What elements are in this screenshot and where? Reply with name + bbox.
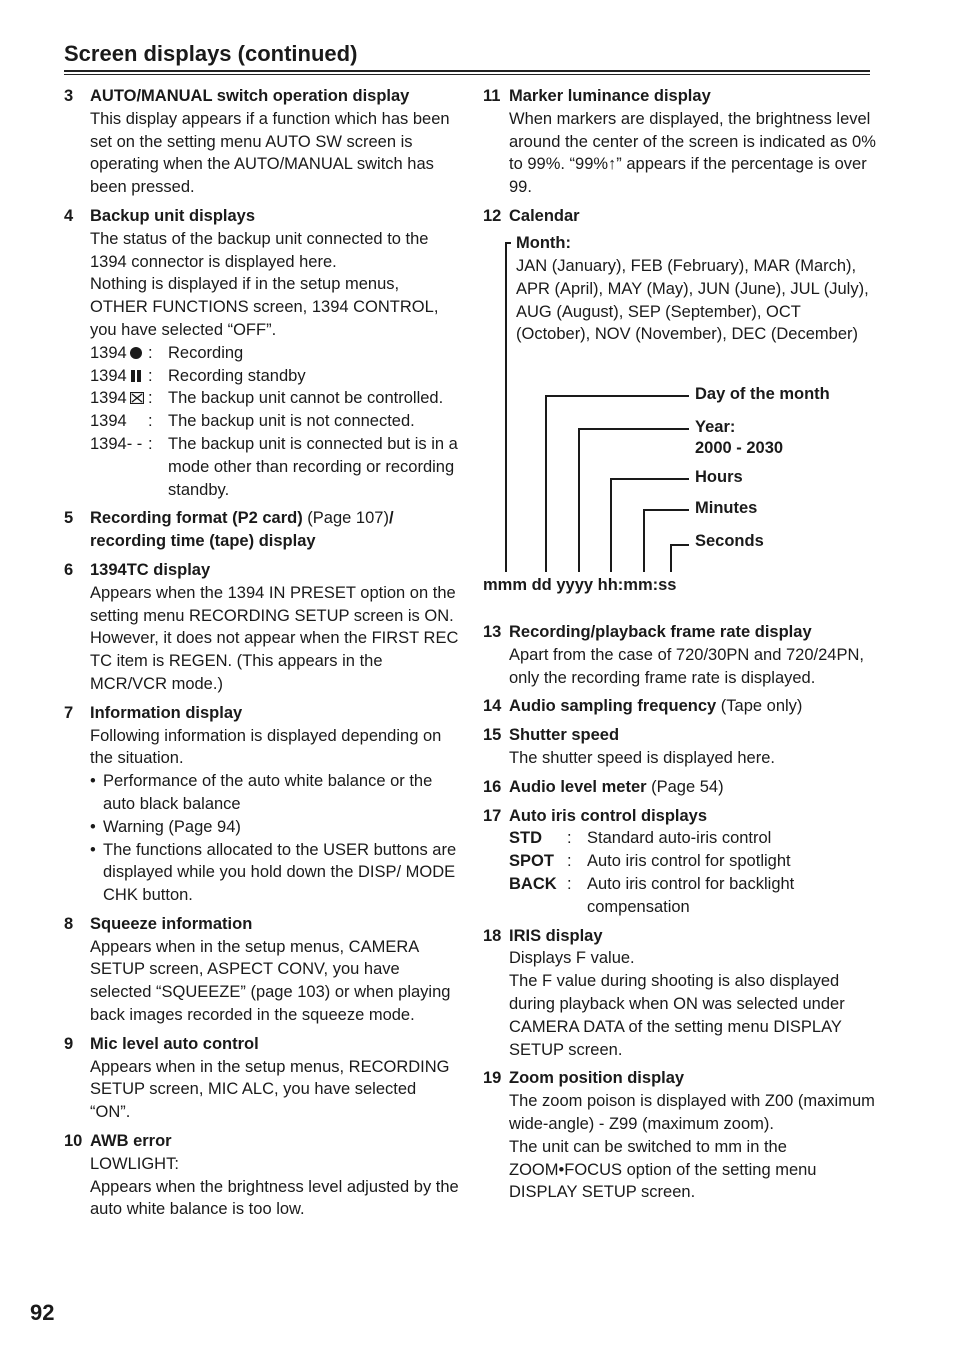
item-title: AUTO/MANUAL switch operation display bbox=[90, 87, 410, 105]
row-key: 1394 bbox=[90, 343, 127, 362]
pause-icon bbox=[130, 370, 142, 382]
item-11 bbox=[483, 85, 878, 199]
item-4 bbox=[64, 205, 459, 501]
row-value: The backup unit is connected but is in a mode other than recording or recording standby. bbox=[168, 434, 458, 499]
title-rule bbox=[64, 70, 870, 72]
item-title: 1394TC display bbox=[90, 560, 211, 579]
item-note: (Tape only) bbox=[716, 697, 803, 716]
row-key: 1394 bbox=[90, 366, 127, 385]
item-18 bbox=[483, 925, 878, 1062]
backup-row-not-connected bbox=[90, 410, 459, 433]
item-body: Apart from the case of 720/30PN and 720/24PN, only the recording frame rate is displayed. bbox=[509, 645, 864, 687]
item-title: Calendar bbox=[509, 206, 580, 225]
row-value: Auto iris control for backlight compensation bbox=[587, 874, 795, 916]
row-sep: : bbox=[148, 389, 153, 408]
item-title: IRIS display bbox=[509, 926, 603, 945]
row-sep: : bbox=[567, 829, 572, 848]
item-number: 14 bbox=[483, 697, 502, 716]
item-title: Squeeze information bbox=[90, 914, 253, 933]
item-8 bbox=[64, 913, 459, 1027]
row-key: 1394 bbox=[90, 412, 127, 431]
item-10 bbox=[64, 1130, 459, 1221]
bullet-text: The functions allocated to the USER buttons are displayed while you hold down the DISP/ MODE CHK button. bbox=[103, 840, 457, 905]
item-number: 17 bbox=[483, 806, 502, 825]
item-title: Shutter speed bbox=[509, 726, 620, 745]
item-body: LOWLIGHT: bbox=[90, 1154, 179, 1173]
item-title: Auto iris control displays bbox=[509, 806, 708, 825]
item-number: 12 bbox=[483, 206, 502, 225]
iris-row-back bbox=[509, 873, 878, 919]
minutes-label: Minutes bbox=[695, 499, 758, 517]
seconds-label: Seconds bbox=[695, 532, 764, 550]
item-title: Backup unit displays bbox=[90, 206, 256, 225]
iris-row-spot bbox=[509, 850, 878, 873]
item-title-cont: / recording time (tape) display bbox=[90, 509, 394, 551]
list-item: • Performance of the auto white balance or the auto black balance bbox=[90, 770, 459, 816]
year-label: Year: bbox=[695, 418, 736, 436]
item-title: Recording/playback frame rate display bbox=[509, 623, 812, 641]
bullet-text: Performance of the auto white balance or the auto black balance bbox=[103, 772, 433, 813]
item-body: The shutter speed is displayed here. bbox=[509, 748, 775, 767]
item-7 bbox=[64, 702, 459, 907]
item-number: 8 bbox=[64, 914, 74, 933]
item-page-ref: (Page 54) bbox=[646, 777, 724, 796]
row-key: BACK bbox=[509, 874, 557, 893]
item-5 bbox=[64, 507, 459, 553]
row-value: The backup unit is not connected. bbox=[168, 412, 415, 431]
iris-row-std bbox=[509, 827, 878, 850]
row-key: STD bbox=[509, 829, 542, 848]
right-column bbox=[483, 85, 878, 234]
item-body: Displays F value. bbox=[509, 949, 635, 968]
item-16 bbox=[483, 776, 878, 799]
item-number: 15 bbox=[483, 726, 502, 745]
item-title: Mic level auto control bbox=[90, 1034, 259, 1053]
row-sep: : bbox=[567, 852, 572, 871]
backup-row-recording bbox=[90, 342, 459, 365]
row-sep: : bbox=[148, 343, 153, 362]
item-13 bbox=[483, 621, 878, 689]
backup-row-other-mode bbox=[90, 433, 459, 501]
item-title: Recording format (P2 card) bbox=[90, 509, 303, 528]
row-key: 1394 bbox=[90, 389, 127, 408]
record-circle-icon bbox=[130, 347, 142, 359]
year-range: 2000 - 2030 bbox=[695, 439, 784, 457]
row-value: Standard auto-iris control bbox=[587, 829, 772, 848]
item-15 bbox=[483, 724, 878, 770]
row-value: The backup unit cannot be controlled. bbox=[168, 389, 444, 408]
item-body: The unit can be switched to mm in the ZOOM•FOCUS option of the setting menu DISPLAY SETUP screen. bbox=[509, 1137, 817, 1202]
item-body: The zoom poison is displayed with Z00 (maximum wide-angle) - Z99 (maximum zoom). bbox=[509, 1092, 875, 1133]
item-title: Audio level meter bbox=[509, 777, 647, 796]
item-body: When markers are displayed, the brightness level around the center of the screen is indicated as 0% to 99%. “99%↑” appears if the percentage is over 99. bbox=[509, 109, 876, 197]
backup-row-standby bbox=[90, 365, 459, 388]
item-body: Following information is displayed depending on the situation. bbox=[90, 726, 442, 768]
backup-row-no-control bbox=[90, 387, 459, 410]
row-sep: : bbox=[148, 366, 153, 385]
item-17 bbox=[483, 805, 878, 919]
item-14 bbox=[483, 695, 878, 718]
row-value: Auto iris control for spotlight bbox=[587, 852, 791, 871]
item-number: 3 bbox=[64, 87, 74, 105]
item-3 bbox=[64, 85, 459, 199]
month-values: JAN (January), FEB (February), MAR (March), APR (April), MAY (May), JUN (June), JUL (July), AUG (August), SEP (September), OCT (October), NOV (November), DEC (December) bbox=[516, 257, 869, 344]
item-title: Marker luminance display bbox=[509, 87, 711, 105]
list-item: • The functions allocated to the USER buttons are displayed while you hold down the DISP/ MODE CHK button. bbox=[90, 839, 459, 907]
left-column bbox=[64, 85, 459, 1227]
item-body: This display appears if a function which has been set on the setting menu AUTO SW screen is operating when the AUTO/MANUAL switch has been pressed. bbox=[90, 109, 450, 197]
item-9 bbox=[64, 1033, 459, 1124]
row-sep: : bbox=[148, 434, 153, 453]
calendar-format: mmm dd yyyy hh:mm:ss bbox=[483, 576, 677, 594]
item-title: Zoom position display bbox=[509, 1069, 685, 1088]
item-body: Appears when in the setup menus, RECORDING SETUP screen, MIC ALC, you have selected “ON”. bbox=[90, 1057, 450, 1122]
item-title: AWB error bbox=[90, 1132, 172, 1151]
row-value: Recording bbox=[168, 343, 244, 362]
item-number: 11 bbox=[483, 87, 501, 105]
item-number: 18 bbox=[483, 926, 502, 945]
item-number: 19 bbox=[483, 1069, 502, 1088]
right-column-lower bbox=[483, 621, 878, 1210]
day-label: Day of the month bbox=[695, 385, 830, 403]
page-number: 92 bbox=[30, 1300, 55, 1325]
item-title: Audio sampling frequency bbox=[509, 697, 717, 716]
item-body: Nothing is displayed if in the setup menus, OTHER FUNCTIONS screen, 1394 CONTROL, you have selected “OFF”. bbox=[90, 275, 439, 339]
row-sep: : bbox=[567, 874, 572, 893]
hours-label: Hours bbox=[695, 468, 743, 486]
row-key: SPOT bbox=[509, 852, 554, 871]
item-19 bbox=[483, 1067, 878, 1204]
calendar-diagram bbox=[483, 232, 883, 602]
month-label: Month: bbox=[516, 234, 571, 252]
item-number: 7 bbox=[64, 703, 74, 722]
row-key: 1394- - bbox=[90, 434, 143, 453]
item-body: Appears when in the setup menus, CAMERA SETUP screen, ASPECT CONV, you have selected “SQUEEZE” (page 103) or when playing back images recorded in the squeeze mode. bbox=[90, 937, 451, 1025]
item-number: 13 bbox=[483, 623, 502, 641]
item-number: 9 bbox=[64, 1034, 74, 1053]
item-number: 10 bbox=[64, 1132, 83, 1151]
item-title: Information display bbox=[90, 703, 243, 722]
item-12 bbox=[483, 205, 878, 228]
row-sep: : bbox=[148, 412, 153, 431]
page-title: Screen displays (continued) bbox=[64, 41, 358, 66]
item-body: Appears when the 1394 IN PRESET option on the setting menu RECORDING SETUP screen is ON. However, it does not appear when the FIRST REC TC item is REGEN. (This appears in the MCR/VCR mode.) bbox=[90, 583, 459, 693]
item-number: 4 bbox=[64, 206, 74, 225]
title-rule-thin bbox=[64, 74, 870, 75]
item-number: 6 bbox=[64, 560, 74, 579]
item-number: 16 bbox=[483, 777, 502, 796]
list-item: • Warning (Page 94) bbox=[90, 816, 459, 839]
bullet-text: Warning (Page 94) bbox=[103, 817, 241, 836]
item-body: Appears when the brightness level adjusted by the auto white balance is too low. bbox=[90, 1177, 459, 1219]
item-body: The F value during shooting is also displayed during playback when ON was selected under CAMERA DATA of the setting menu DISPLAY SETUP screen. bbox=[509, 972, 845, 1059]
row-value: Recording standby bbox=[168, 366, 306, 385]
item-body: The status of the backup unit connected to the 1394 connector is displayed here. bbox=[90, 229, 429, 271]
item-6 bbox=[64, 559, 459, 696]
item-number: 5 bbox=[64, 509, 74, 528]
item-page-ref: (Page 107) bbox=[302, 509, 389, 528]
no-control-icon bbox=[130, 392, 144, 404]
